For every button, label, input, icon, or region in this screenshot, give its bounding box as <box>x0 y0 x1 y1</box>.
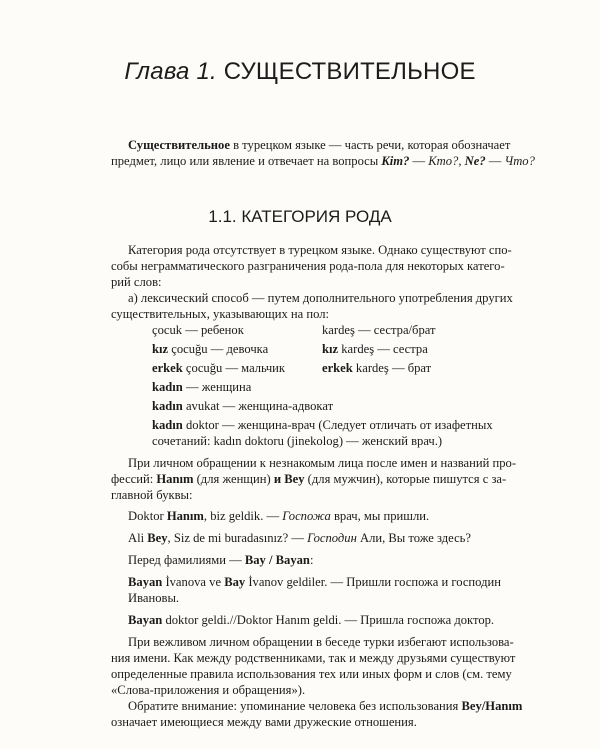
bold-word: erkek <box>322 361 353 375</box>
example-kiz-cocugu <box>152 341 268 357</box>
example-text: Али, Вы тоже здесь? <box>356 531 471 545</box>
example-text: Перед фамилиями — <box>128 553 245 567</box>
bold-word: Bay / Bayan <box>244 553 310 567</box>
example-text: doktor — женщина-врач (Следует отличать от изафетных <box>182 418 493 432</box>
bold-word: kız <box>322 342 339 356</box>
para1-line-1: Категория рода отсутствует в турецком языке. Однако существуют спо- <box>128 243 512 257</box>
section-title: 1.1. КАТЕГОРИЯ РОДА <box>208 207 392 226</box>
para3-line-4: «Слова-приложения и обращения»). <box>111 683 306 697</box>
chapter-name: СУЩЕСТВИТЕЛЬНОЕ <box>223 58 476 85</box>
example-note: сочетаний: kadın doktoru (jinekolog) — женский врач.) <box>152 434 443 448</box>
para3-line-1: При вежливом личном обращении в беседе турки избегают использова- <box>128 635 514 649</box>
example-ali-bey <box>128 530 471 546</box>
para4-line-2: означает имеющиеся между вами дружеские отношения. <box>111 715 417 729</box>
para2-line-3: главной буквы: <box>111 488 193 502</box>
example-kardes: kardeş — сестра/брат <box>322 323 436 337</box>
chapter-title <box>0 58 600 86</box>
bold-word: Hanım <box>166 509 204 523</box>
bold-word: и Bey <box>273 472 305 486</box>
para-text: (для мужчин), которые пишутся с за- <box>304 472 507 486</box>
example-text: avukat — женщина-адвокат <box>182 399 334 413</box>
example-text: kardeş — брат <box>352 361 432 375</box>
bold-word: kadın <box>152 380 183 394</box>
example-text: kardeş — сестра <box>338 342 428 356</box>
bold-word: erkek <box>152 361 183 375</box>
bold-word: Bey <box>147 531 168 545</box>
para4-line-1 <box>128 698 522 714</box>
bold-word: kadın <box>152 399 183 413</box>
bold-word: kadın <box>152 418 183 432</box>
example-text: doktor geldi.//Doktor Hanım geldi. — Пришла госпожа доктор. <box>162 613 495 627</box>
term-noun: Существительное <box>128 138 230 152</box>
example-kadin-avukat <box>152 398 333 414</box>
example-cocuk: çocuk — ребенок <box>152 323 244 337</box>
example-kiz-kardes <box>322 341 428 357</box>
para1-line-5: существительных, указывающих на пол: <box>111 307 330 321</box>
example-erkek-kardes <box>322 360 431 376</box>
para1-line-3: рий слов: <box>111 275 162 289</box>
example-text: Ali <box>128 531 148 545</box>
example-text: İvanova ve <box>162 575 225 589</box>
example-bayan-doktor <box>128 612 494 628</box>
example-text: врач, мы пришли. <box>330 509 430 523</box>
example-text: Doktor <box>128 509 167 523</box>
para-text: (для женщин) <box>193 472 274 486</box>
example-text: , biz geldik. — <box>203 509 283 523</box>
intro-line-2 <box>111 153 535 169</box>
example-kadin-doktor <box>152 417 493 433</box>
para3-line-2: ния имени. Как между родственниками, так и между друзьями существуют <box>111 651 516 665</box>
bold-word: Bayan <box>128 575 163 589</box>
example-text: çocuğu — мальчик <box>182 361 286 375</box>
para1-line-4: а) лексический способ — путем дополнительного употребления других <box>128 291 513 305</box>
para1-line-2: собы неграмматического разграничения рода-пола для некоторых катего- <box>111 259 505 273</box>
italic-word: Госпожа <box>282 509 331 523</box>
bold-word: Bayan <box>128 613 163 627</box>
intro-text: в турецком языке — часть речи, которая обозначает <box>229 138 511 152</box>
para-text: Обратите внимание: упоминание человека без использования <box>128 699 462 713</box>
example-text: — женщина <box>182 380 252 394</box>
example-doktor-hanim <box>128 508 429 524</box>
example-erkek-cocugu <box>152 360 285 376</box>
dash: — <box>485 154 505 168</box>
italic-word: Господин <box>307 531 357 545</box>
para-text: фессий: <box>111 472 157 486</box>
question-ne: Ne? <box>464 154 486 168</box>
chapter-prefix: Глава 1. <box>124 58 217 85</box>
intro-text: предмет, лицо или явление и отвечает на вопросы <box>111 154 382 168</box>
intro-line-1 <box>128 137 510 153</box>
para3-line-3: определенные правила использования тех или иных форм и слов (см. тему <box>111 667 512 681</box>
bold-word: Hanım <box>156 472 194 486</box>
surname-note <box>128 552 313 568</box>
bold-word: Bey/Hanım <box>461 699 523 713</box>
example-text: İvanov geldiler. — Пришли госпожа и господин <box>245 575 501 589</box>
bold-word: Bay <box>224 575 246 589</box>
para2-line-2 <box>111 471 506 487</box>
question-kim: Kim? <box>381 154 410 168</box>
question-chto: Что? <box>504 154 535 168</box>
example-text: , Siz de mi buradasınız? — <box>167 531 308 545</box>
example-text: çocuğu — девочка <box>168 342 269 356</box>
bold-word: kız <box>152 342 169 356</box>
example-bayan-bay <box>128 574 501 590</box>
example-text: : <box>309 553 314 567</box>
dash: — <box>409 154 429 168</box>
example-kadin <box>152 379 251 395</box>
question-kto: Кто?, <box>428 154 465 168</box>
example-bayan-bay-cont: Ивановы. <box>128 591 180 605</box>
para2-line-1: При личном обращении к незнакомым лица после имен и названий про- <box>128 456 517 470</box>
